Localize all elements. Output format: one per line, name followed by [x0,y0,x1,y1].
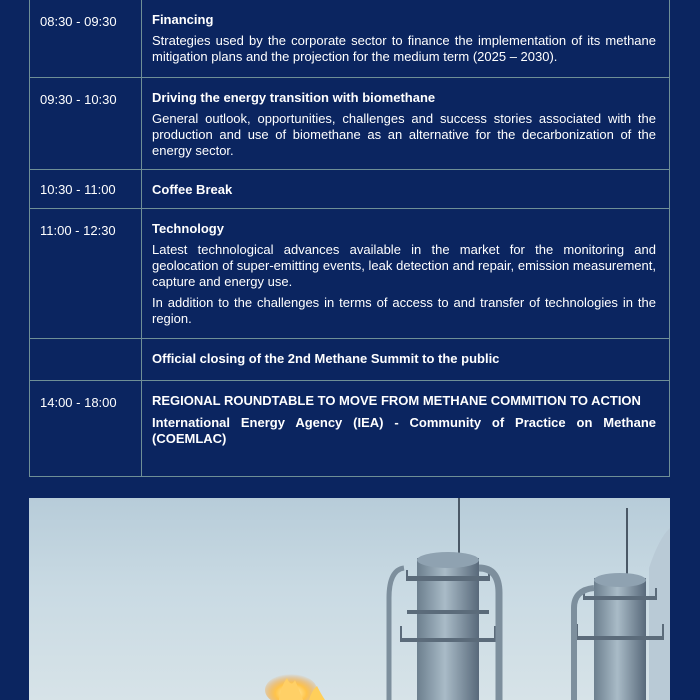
agenda-time: 14:00 - 18:00 [30,381,142,476]
agenda-title: Financing [152,12,214,27]
agenda-content [142,78,669,169]
agenda-row-coffee-break [29,170,670,209]
refinery-photo [29,498,670,700]
agenda-content [142,0,669,77]
agenda-row-biomethane [29,78,670,170]
agenda-time: 10:30 - 11:00 [30,170,142,208]
agenda-title: Coffee Break [152,182,233,197]
agenda-row-technology [29,209,670,339]
agenda-description: General outlook, opportunities, challenges and success stories associated with the production and use of biomethane as an alternative for the decarbonization of the energy sector. [152,111,656,158]
agenda-row-roundtable [29,381,670,477]
agenda-table [29,0,670,477]
agenda-time: 11:00 - 12:30 [30,209,142,338]
agenda-title: REGIONAL ROUNDTABLE TO MOVE FROM METHANE COMMITION TO ACTION [152,393,641,408]
agenda-description-extra: In addition to the challenges in terms of access to and transfer of technologies in the region. [152,295,656,326]
agenda-content [142,209,669,338]
agenda-time: 08:30 - 09:30 [30,0,142,77]
agenda-organizer: International Energy Agency (IEA) - Community of Practice on Methane (COEMLAC) [152,415,656,446]
agenda-time: 09:30 - 10:30 [30,78,142,169]
agenda-description: Strategies used by the corporate sector to finance the implementation of its methane mitigation plans and the projection for the medium term (2025 – 2030). [152,33,656,64]
agenda-time [30,339,142,380]
agenda-content [142,339,669,380]
refinery-illustration [29,498,670,700]
agenda-row-closing [29,339,670,381]
agenda-content [142,170,669,208]
agenda-description: Latest technological advances available in the market for the monitoring and geolocation of super-emitting events, leak detection and repair, emission measurement, capture and energy use. [152,242,656,289]
agenda-title: Driving the energy transition with biomethane [152,90,436,105]
agenda-title: Technology [152,221,224,236]
agenda-content [142,381,669,476]
agenda-title: Official closing of the 2nd Methane Summit to the public [152,351,500,366]
agenda-row-financing [29,0,670,78]
